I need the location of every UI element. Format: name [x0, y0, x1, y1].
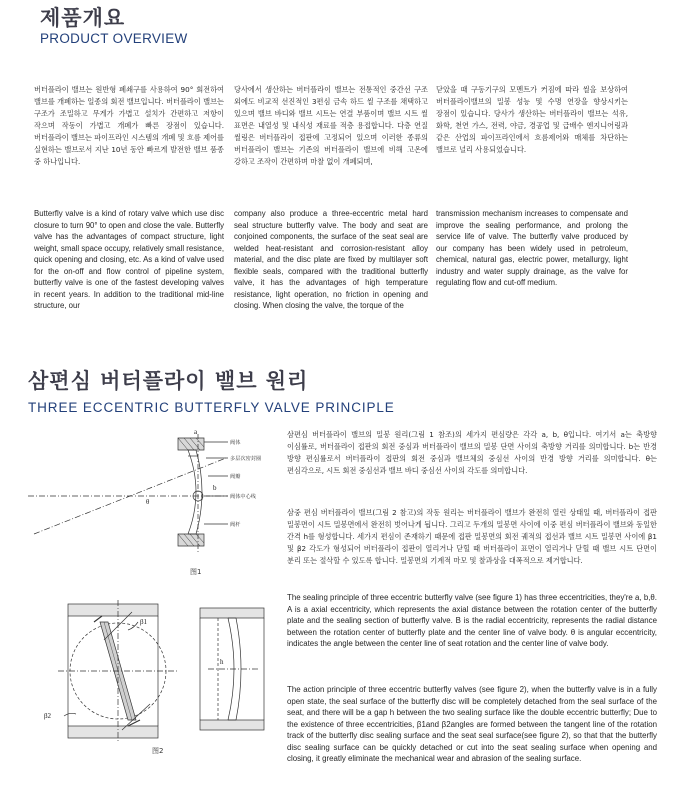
principle-korean-paragraph-2: 삼중 편심 버터플라이 밸브(그림 2 참고)의 작동 원리는 버터플라이 밸브가 완전히 열린 상태일 때, 버터플라이 접판 밀봉면이 시트 밀봉면에서 완전히 벗어나게 됩니다. 그리고 두개의 밀봉면 사이에 이중 편심 버터플라이 밸브와 동일한 간격 h를 형성합니다. 세가지 편심이 존재하기 때문에 접판 밀봉면의 회전 궤적의 접선과 밸브 시트 밀봉면 사이에 β1 및 β2 각도가 형성되어 버터플라이 접판이 열리거나 닫힐 때 버터플라이 표면이 열리거나 닫힐 때 밸브 시트 단면이 분리 또는 절삭할 수 있도록 합니다. 밀봉면의 기계적 마모 및 찰과상을 대폭적으로 제거합니다.: [287, 508, 657, 565]
overview-title-english: PRODUCT OVERVIEW: [40, 31, 188, 46]
overview-korean-column-2: 당사에서 생산하는 버터플라이 밸브는 전통적인 중간선 구조 외에도 비교적 선진적인 3편심 금속 하드 씰 구조를 채택하고 있으며 밸브 바디와 밸브 시트는 연결 부품이며 밸브 시트 씰 표면은 내열성 및 내식성 재료를 적층 용접합니다. 다층 연질 씰링은 버터플라이 접판에 고정되어 있으며 이러한 종류의 버터플라이 밸브는 기존의 버터플라이 밸브에 비해 고온에 강하고 조작이 간편하며 마찰 없이 개폐되며,: [234, 85, 428, 166]
principle-english-paragraph-1: The sealing principle of three eccentric butterfly valve (see figure 1) has three eccentricities, they're a, b,θ. A is a axial eccentricity, which represents the axial distance between the rotation center of the butterfly plate and the sealing section of butterfly valve. B is the radial eccentricity, represents the radial distance between the rotation center of butterfly plate and the center line of valve body. θ is angular eccentricity, indicates the angle between the center line of seat rotation and the center line of valve body.: [287, 593, 657, 648]
principle-korean-paragraph-1: 삼편심 버터플라이 밸브의 밀봉 원리(그림 1 참조)의 세가지 편심량은 각각 a, b, θ입니다. 여기서 a는 축방향 이심률로, 버터플라이 접판의 회전 중심과 버터플라이 밸브의 밀봉 단면 사이의 축방향 거리를 의미합니다. b는 반경 방향 편심률로서 버터플라이 접판의 회전 중심과 밸브체의 중심선 사이의 반경 방향 거리를 의미합니다. θ는 편심각으로, 시트 회전 중심선과 밸브 바디 중심선 사이의 각도를 의미합니다.: [287, 430, 657, 475]
figure-2-caption: 图2: [152, 747, 164, 755]
symbol-h: h: [220, 658, 224, 666]
symbol-b: b: [213, 484, 217, 492]
figure-1-diagram: [28, 430, 278, 565]
overview-title-korean: 제품개요: [40, 6, 126, 30]
principle-english-paragraph-2: The action principle of three eccentric butterfly valves (see figure 2), when the butterfly valve is in a fully open state, the seal surface of the butterfly disc will be completely detached from the seal surface of the seat, and there will be a gap h between the two sealing surface like the double eccentric butterfly; Due to the existence of three eccentricities, β1and β2angles are formed between the tangent line of the rotation track of the butterfly disc sealing surface and the seat seal surface(see figure 2), so that that the butterfly disc sealing surface can be quickly detached or cut into the seat sealing surface when opening and closing, it greatly eliminate the mechanical wear and abrasion of the sealing surface.: [287, 685, 657, 763]
figure-2-diagram: [28, 600, 278, 745]
figure-1-caption: 图1: [190, 568, 202, 576]
overview-korean-column-3: 닫았을 때 구동기구의 모멘트가 커짐에 따라 씰을 보상하여 버터플라이밸브의 밀봉 성능 및 수명 연장을 향상시키는 장점이 있습니다. 당사가 생산하는 버터플라이 밸브는 석유, 화학, 천연 가스, 전력, 야금, 경공업 및 급배수 엔지니어링과 같은 산업의 파이프라인에서 흐름제어와 매체를 차단하는 밸브로 널리 사용되었습니다.: [436, 85, 628, 154]
symbol-a: a: [194, 428, 198, 436]
label-multilayer-seal: 多层次密封圈: [230, 456, 262, 462]
overview-english-column-3: transmission mechanism increases to compensate and improve the sealing performance, and prolong the service life of valve. The butterfly valve produced by our company has been widely used in petroleum, chemical, natural gas, electric power, metallurgy, light industry and water supply drainage, as the valve for regulating flow and cut-off medium.: [436, 209, 628, 287]
symbol-beta-1: β1: [140, 618, 148, 626]
overview-english-column-2: company also produce a three-eccentric metal hard seal structure butterfly valve. The body and seat are conjoined components, the surface of the seat seal are welded heat-resistant and corrosion-resistant alloy material, and the disc plate are fixed by multilayer soft flexible seals, compared with the traditional butterfly valve, it has the advantages of high temperature resistance, light operation, no friction in opening and closing. When closing the valve, the torque of the: [234, 209, 428, 310]
symbol-theta: θ: [146, 498, 150, 506]
label-disc: 阀瓣: [230, 474, 241, 480]
overview-english-column-1: Butterfly valve is a kind of rotary valve which use disc closure to turn 90° to open and close the vale. Butterfly valve has the advantages of compact structure, light weight, small space occupy, relatively small resistance, quick opening and closing, etc. As a kind of valve used for the on-off and flow control of pipeline system, butterfly valve is one of the fastest developing valves in recent years. In addition to the traditional mid-line structure, our: [34, 209, 224, 310]
overview-korean-column-1: 버터플라이 밸브는 원반형 폐쇄구를 사용하여 90° 회전하여 밸브를 개폐하는 일종의 회전 밸브입니다. 버터플라이 밸브는 구조가 조밀하고 무게가 가볍고 설치가 간편하고 저항이 작으며 작동이 가볍고 개폐가 빠른 장점이 있습니다. 버터플라이 밸브는 파이프라인 시스템의 개폐 및 흐름 제어를 실현하는 밸브로서 지난 10년 동안 빠르게 발전한 밸브 품종 중 하나입니다.: [34, 85, 224, 166]
principle-title-english: THREE ECCENTRIC BUTTERFLY VALVE PRINCIPLE: [28, 400, 395, 415]
label-body-centerline: 阀体中心线: [230, 494, 256, 500]
label-stem: 阀杆: [230, 522, 241, 528]
symbol-beta-2: β2: [44, 712, 52, 720]
label-valve-body: 阀体: [230, 440, 241, 446]
principle-title-korean: 삼편심 버터플라이 밸브 원리: [28, 369, 309, 393]
